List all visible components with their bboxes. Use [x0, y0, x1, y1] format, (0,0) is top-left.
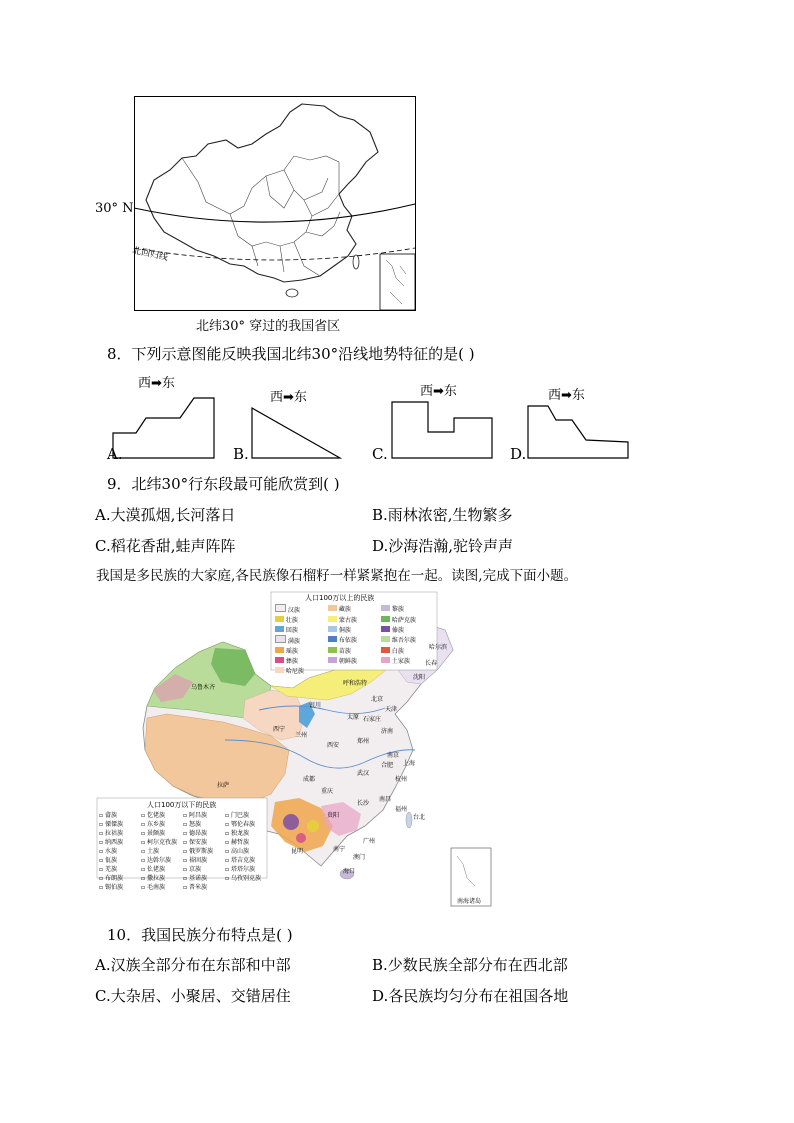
legend-item: ▫ 门巴族 — [225, 812, 249, 819]
legend-item: 藏族 — [328, 604, 381, 614]
legend-item: 苗族 — [328, 646, 381, 655]
legend-item: 朝鲜族 — [328, 656, 381, 665]
legend-item: ▫ 塔吉克族 — [225, 857, 255, 864]
place-label: 广州 — [363, 838, 376, 845]
place-label: 杭州 — [395, 776, 408, 783]
legend-top-grid — [275, 604, 438, 675]
legend-item: ▫ 傈僳族 — [99, 821, 123, 828]
place-label: 沈阳 — [413, 674, 426, 681]
place-label: 北京 — [371, 696, 384, 703]
place-label: 武汉 — [357, 770, 370, 777]
question-8: 8．下列示意图能反映我国北纬30°沿线地势特征的是( ) — [107, 345, 475, 363]
direction-label: 西➡东 — [270, 390, 307, 405]
legend-item: ▫ 基诺族 — [183, 875, 207, 882]
q9-option-d[interactable]: D.沙海浩瀚,驼铃声声 — [372, 537, 514, 555]
legend-item: ▫ 景颇族 — [141, 830, 165, 837]
place-label: 太原 — [347, 714, 360, 721]
legend-item: 回族 — [275, 625, 328, 634]
legend-item: 土家族 — [381, 656, 434, 665]
q10-option-d[interactable]: D.各民族均匀分布在祖国各地 — [372, 987, 569, 1005]
place-label: 兰州 — [295, 732, 308, 739]
place-label: 南京 — [387, 752, 400, 759]
legend-item: ▫ 毛南族 — [141, 884, 165, 891]
q8-profile-c[interactable] — [372, 378, 497, 462]
legend-item: ▫ 撒拉族 — [141, 875, 165, 882]
legend-bottom-grid — [99, 810, 267, 891]
q9-option-c[interactable]: C.稻花香甜,蛙声阵阵 — [95, 537, 236, 555]
legend-item: 黎族 — [381, 604, 434, 614]
legend-item: ▫ 高山族 — [225, 848, 249, 855]
legend-item: ▫ 纳西族 — [99, 839, 123, 846]
place-label: 贵阳 — [327, 812, 340, 819]
legend-item: ▫ 布朗族 — [99, 875, 123, 882]
q9-option-b[interactable]: B.雨林浓密,生物繁多 — [372, 506, 513, 524]
legend-item: 侗族 — [328, 625, 381, 634]
q8-profile-b[interactable] — [234, 380, 344, 462]
place-label: 哈尔滨 — [429, 644, 448, 651]
legend-item: 哈萨克族 — [381, 615, 434, 624]
legend-item: 布依族 — [328, 635, 381, 645]
q10-option-c[interactable]: C.大杂居、小聚居、交错居住 — [95, 987, 291, 1005]
legend-item: 哈尼族 — [275, 666, 328, 675]
legend-item: ▫ 阿昌族 — [183, 812, 207, 819]
place-label: 上海 — [403, 760, 416, 767]
legend-item: ▫ 锡伯族 — [99, 884, 123, 891]
legend-item: ▫ 保安族 — [183, 839, 207, 846]
place-label: 台北 — [413, 814, 426, 821]
legend-item: ▫ 仡佬族 — [141, 812, 165, 819]
latitude-map-figure — [90, 95, 420, 335]
legend-item: ▫ 普米族 — [183, 884, 207, 891]
legend-item: 彝族 — [275, 656, 328, 665]
question-10: 10．我国民族分布特点是( ) — [107, 926, 293, 944]
legend-item: ▫ 仫佬族 — [141, 866, 165, 873]
place-label: 西宁 — [273, 726, 286, 733]
profile-c-shape — [372, 378, 497, 462]
legend-item: 汉族 — [275, 604, 328, 614]
place-label: 济南 — [381, 728, 394, 735]
direction-label: 西➡东 — [138, 376, 175, 391]
legend-item: ▫ 羌族 — [99, 866, 117, 873]
legend-item: ▫ 水族 — [99, 848, 117, 855]
legend-item: 维吾尔族 — [381, 635, 434, 645]
q8-profile-a[interactable] — [108, 370, 218, 462]
place-label: 合肥 — [381, 762, 394, 769]
place-label: 石家庄 — [363, 716, 382, 723]
q10-option-a[interactable]: A.汉族全部分布在东部和中部 — [95, 956, 291, 974]
legend-item: ▫ 畲族 — [99, 812, 117, 819]
legend-item: 白族 — [381, 646, 434, 655]
legend-item: ▫ 德昂族 — [183, 830, 207, 837]
legend-item: ▫ 独龙族 — [225, 830, 249, 837]
legend-item: 蒙古族 — [328, 615, 381, 624]
tropic-label: 北回归线 — [131, 245, 169, 264]
legend-item: ▫ 塔塔尔族 — [225, 866, 255, 873]
place-label: 呼和浩特 — [343, 680, 368, 687]
legend-bottom-title: 人口100万以下的民族 — [147, 801, 217, 809]
question-9: 9．北纬30°行东段最可能欣赏到( ) — [107, 475, 340, 493]
q8-option-c-label: C. — [372, 445, 388, 463]
legend-item: ▫ 达斡尔族 — [141, 857, 171, 864]
map1-caption: 北纬30° 穿过的我国省区 — [196, 319, 341, 334]
place-label: 重庆 — [321, 788, 334, 795]
legend-top-title: 人口100万以上的民族 — [305, 594, 375, 602]
place-label: 澳门 — [353, 854, 366, 861]
place-label: 拉萨 — [217, 782, 230, 789]
place-label: 成都 — [303, 776, 316, 783]
intro-text: 我国是多民族的大家庭,各民族像石榴籽一样紧紧抱在一起。读图,完成下面小题。 — [96, 568, 578, 584]
place-label: 南昌 — [379, 796, 392, 803]
legend-item: ▫ 东乡族 — [141, 821, 165, 828]
profile-d-shape — [510, 378, 634, 462]
place-label: 天津 — [385, 706, 398, 713]
place-label: 郑州 — [357, 738, 370, 745]
place-label: 南宁 — [333, 846, 346, 853]
legend-item: ▫ 土族 — [141, 848, 159, 855]
profile-a-shape — [108, 370, 218, 462]
south-china-sea-inset — [380, 254, 415, 310]
place-label: 乌鲁木齐 — [191, 684, 216, 691]
q9-option-a[interactable]: A.大漠孤烟,长河落日 — [95, 506, 236, 524]
place-label: 银川 — [309, 702, 322, 709]
legend-item: ▫ 佤族 — [99, 857, 117, 864]
place-label: 长春 — [425, 660, 438, 667]
legend-item: ▫ 鄂伦春族 — [225, 821, 255, 828]
legend-item: ▫ 怒族 — [183, 821, 201, 828]
place-label: 海口 — [343, 868, 356, 875]
china-outline-map — [134, 96, 416, 311]
profile-b-shape — [234, 380, 344, 462]
q10-option-b[interactable]: B.少数民族全部分布在西北部 — [372, 956, 568, 974]
q8-option-d-label: D. — [510, 445, 527, 463]
q8-option-b-label: B. — [233, 445, 249, 463]
ethnic-map-figure — [95, 590, 495, 910]
legend-item: ▫ 乌孜别克族 — [225, 875, 261, 882]
q8-option-a-label: A. — [107, 445, 123, 463]
direction-label: 西➡东 — [420, 384, 457, 399]
legend-item: ▫ 俄罗斯族 — [183, 848, 213, 855]
direction-label: 西➡东 — [548, 388, 585, 403]
place-label: 福州 — [395, 806, 408, 813]
inset-label: 南海诸岛 — [457, 898, 482, 905]
place-label: 西安 — [327, 742, 340, 749]
legend-item: 瑶族 — [275, 646, 328, 655]
legend-item: 壮族 — [275, 615, 328, 624]
place-label: 昆明 — [291, 848, 304, 855]
legend-item: ▫ 京族 — [183, 866, 201, 873]
legend-item: ▫ 赫哲族 — [225, 839, 249, 846]
legend-item: 满族 — [275, 635, 328, 645]
legend-item: ▫ 拉祜族 — [99, 830, 123, 837]
legend-item: ▫ 裕固族 — [183, 857, 207, 864]
legend-item: 傣族 — [381, 625, 434, 634]
lat-30-label: 30° N — [95, 201, 134, 216]
legend-item: ▫ 柯尔克孜族 — [141, 839, 177, 846]
place-label: 长沙 — [357, 800, 370, 807]
q8-profile-d[interactable] — [510, 378, 634, 462]
